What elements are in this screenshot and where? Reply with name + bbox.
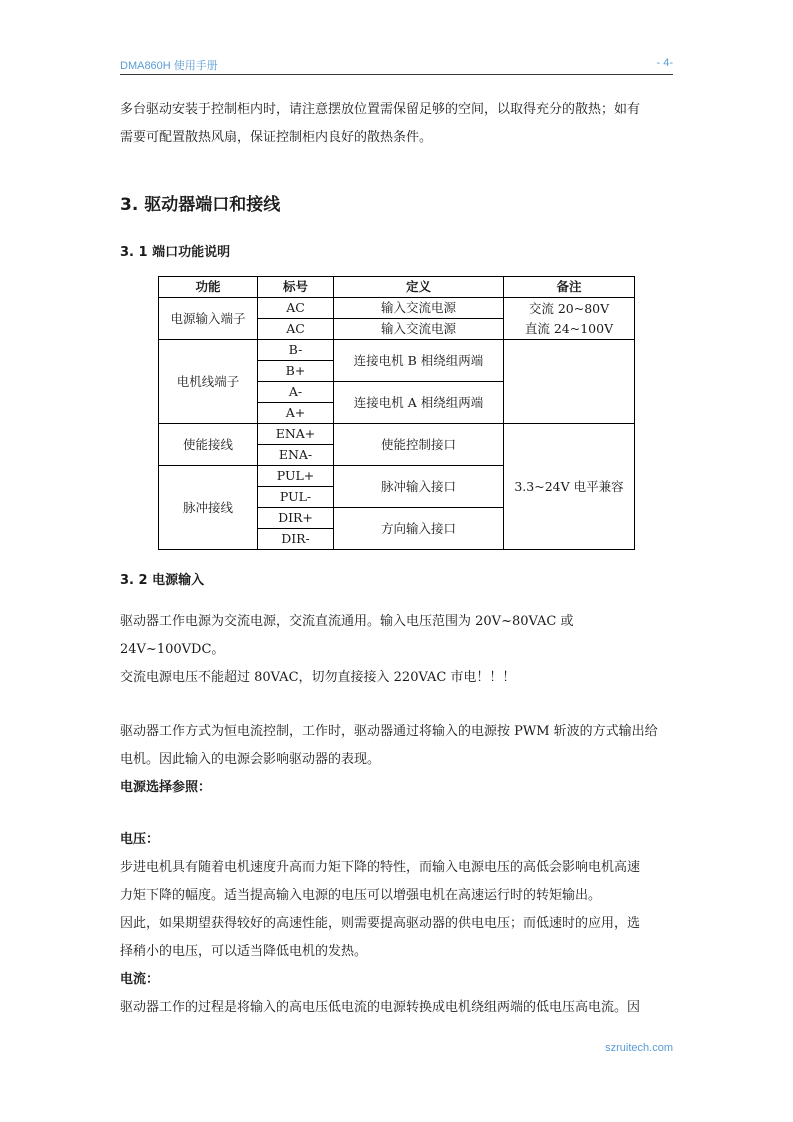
- voltage-line-1: 步进电机具有随着电机速度升高而力矩下降的特性，而输入电源电压的高低会影响电机高速: [120, 860, 641, 875]
- label-dir-plus: DIR+: [258, 508, 334, 529]
- voltage-title: 电压：: [120, 832, 160, 847]
- page-content: [120, 96, 673, 1022]
- definition-pulse: 脉冲输入接口: [334, 466, 504, 508]
- label-a-plus: A+: [258, 403, 334, 424]
- intro-line-1: 多台驱动安装于控制柜内时，请注意摆放位置需保留足够的空间，以取得充分的散热；如有: [120, 102, 641, 117]
- header-definition: 定义: [334, 277, 504, 298]
- power-p1-line-2: 交流电源电压不能超过 80VAC，切勿直接接入 220VAC 市电！！！: [120, 670, 516, 685]
- note-ac-range: 交流 20~80V: [528, 300, 610, 316]
- voltage-line-2: 力矩下降的幅度。适当提高输入电源的电压可以增强电机在高速运行时的转矩输出。: [120, 888, 602, 903]
- function-pulse: 脉冲接线: [159, 466, 258, 550]
- definition-phase-a: 连接电机 A 相绕组两端: [334, 382, 504, 424]
- definition-ac-2: 输入交流电源: [334, 319, 504, 340]
- page-header: [120, 56, 673, 75]
- current-line-1: 驱动器工作的过程是将输入的高电压低电流的电源转换成电机绕组两端的低电压高电流。因: [120, 1000, 641, 1015]
- note-motor-empty: [504, 340, 635, 424]
- label-b-plus: B+: [258, 361, 334, 382]
- header-label: 标号: [258, 277, 334, 298]
- section-3-1-title: 3. 1 端口功能说明: [120, 245, 231, 260]
- power-p2-line-1: 驱动器工作方式为恒电流控制，工作时，驱动器通过将输入的电源按 PWM 斩波的方式输出给: [120, 724, 658, 739]
- label-ac-2: AC: [258, 319, 334, 340]
- note-signal-level: 3.3~24V 电平兼容: [504, 424, 635, 550]
- voltage-line-3: 因此，如果期望获得较好的高速性能，则需要提高驱动器的供电电压；而低速时的应用，选: [120, 916, 641, 931]
- section-3-title: 3. 驱动器端口和接线: [120, 195, 281, 215]
- note-power-range: [504, 298, 635, 340]
- label-dir-minus: DIR-: [258, 529, 334, 550]
- function-power-input: 电源输入端子: [159, 298, 258, 340]
- label-ac-1: AC: [258, 298, 334, 319]
- current-title: 电流：: [120, 972, 160, 987]
- power-p1-line-1: 驱动器工作电源为交流电源，交流直流通用。输入电压范围为 20V~80VAC 或 24V~100VDC。: [120, 614, 574, 657]
- voltage-line-4: 择稍小的电压，可以适当降低电机的发热。: [120, 944, 368, 959]
- intro-line-2: 需要可配置散热风扇，保证控制柜内良好的散热条件。: [120, 130, 433, 145]
- note-dc-range: 直流 24~100V: [524, 320, 614, 336]
- label-ena-minus: ENA-: [258, 445, 334, 466]
- header-note: 备注: [504, 277, 635, 298]
- footer-website: szruitech.com: [605, 1042, 673, 1054]
- port-function-table: [158, 276, 635, 550]
- function-motor-terminal: 电机线端子: [159, 340, 258, 424]
- definition-direction: 方向输入接口: [334, 508, 504, 550]
- power-reference-title: 电源选择参照：: [120, 780, 212, 795]
- function-enable: 使能接线: [159, 424, 258, 466]
- header-function: 功能: [159, 277, 258, 298]
- power-paragraph-1: [120, 608, 673, 692]
- header-doc-title: DMA860H 使用手册: [120, 60, 218, 72]
- power-paragraph-2: [120, 718, 673, 774]
- table-row: [159, 340, 635, 361]
- header-page-number: - 4-: [656, 57, 673, 69]
- table-row: [159, 424, 635, 445]
- label-b-minus: B-: [258, 340, 334, 361]
- label-pul-minus: PUL-: [258, 487, 334, 508]
- definition-enable: 使能控制接口: [334, 424, 504, 466]
- label-a-minus: A-: [258, 382, 334, 403]
- label-ena-plus: ENA+: [258, 424, 334, 445]
- power-p2-line-2: 电机。因此输入的电源会影响驱动器的表现。: [120, 752, 381, 767]
- table-header-row: [159, 277, 635, 298]
- table-row: [159, 298, 635, 319]
- section-3-2-title: 3. 2 电源输入: [120, 573, 205, 588]
- definition-phase-b: 连接电机 B 相绕组两端: [334, 340, 504, 382]
- definition-ac-1: 输入交流电源: [334, 298, 504, 319]
- label-pul-plus: PUL+: [258, 466, 334, 487]
